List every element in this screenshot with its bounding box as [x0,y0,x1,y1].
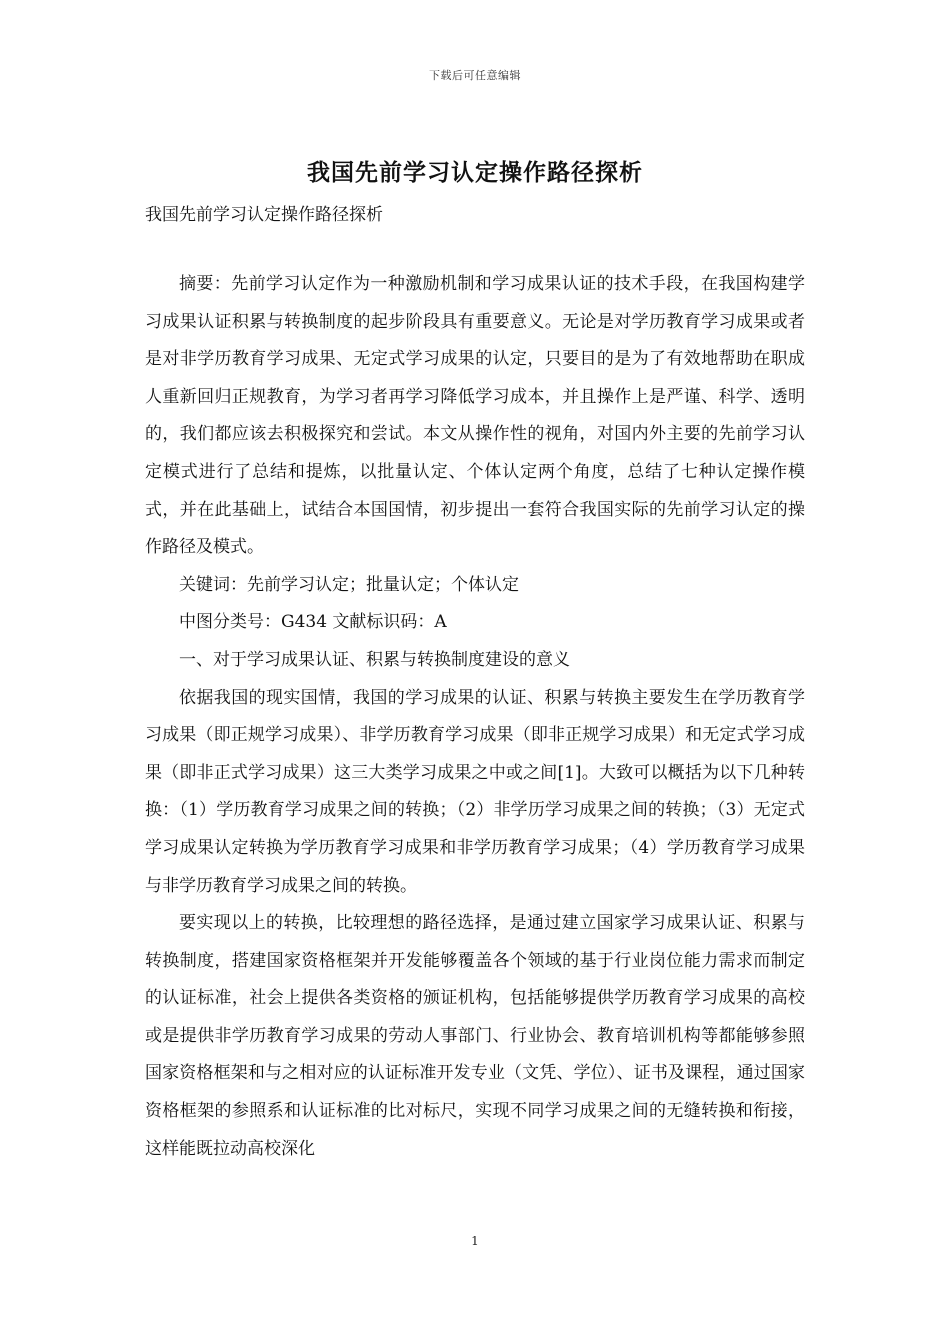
body-paragraph: 依据我国的现实国情，我国的学习成果的认证、积累与转换主要发生在学历教育学习成果（即正规学习成果）、非学历教育学习成果（即非正规学习成果）和无定式学习成果（即非正式学习成果）这三大类学习成果之中或之间[1]。大致可以概括为以下几种转换：（1）学历教育学习成果之间的转换；（2）非学历学习成果之间的转换；（3）无定式学习成果认定转换为学历教育学习成果和非学历教育学习成果；（4）学历教育学习成果与非学历教育学习成果之间的转换。 [145,687,805,896]
keywords-line: 关键词：先前学习认定；批量认定；个体认定 [179,574,519,595]
abstract-paragraph: 摘要：先前学习认定作为一种激励机制和学习成果认证的技术手段，在我国构建学习成果认证积累与转换制度的起步阶段具有重要意义。无论是对学历教育学习成果或者是对非学历教育学习成果、无定式学习成果的认定，只要目的是为了有效地帮助在职成人重新回归正规教育，为学习者再学习降低学习成本，并且操作上是严谨、科学、透明的，我们都应该去积极探究和尝试。本文从操作性的视角，对国内外主要的先前学习认定模式进行了总结和提炼，以批量认定、个体认定两个角度，总结了七种认定操作模式，并在此基础上，试结合本国国情，初步提出一套符合我国实际的先前学习认定的操作路径及模式。 [145,274,805,558]
body-paragraph: 要实现以上的转换，比较理想的路径选择，是通过建立国家学习成果认证、积累与转换制度，搭建国家资格框架并开发能够覆盖各个领域的基于行业岗位能力需求而制定的认证标准，社会上提供各类资格的颁证机构，包括能够提供学历教育学习成果的高校或是提供非学历教育学习成果的劳动人事部门、行业协会、教育培训机构等都能够参照国家资格框架和与之相对应的认证标准开发专业（文凭、学位）、证书及课程，通过国家资格框架的参照系和认证标准的比对标尺，实现不同学习成果之间的无缝转换和衔接，这样能既拉动高校深化 [145,913,805,1159]
page-number: 1 [471,1234,479,1248]
document-subtitle: 我国先前学习认定操作路径探析 [145,205,383,225]
classification-line: 中图分类号：G434 文献标识码：A [179,612,447,633]
document-body [145,266,805,1168]
page-header-note: 下载后可任意编辑 [429,69,521,82]
document-title: 我国先前学习认定操作路径探析 [307,159,643,186]
section-heading: 一、对于学习成果认证、积累与转换制度建设的意义 [179,649,570,670]
